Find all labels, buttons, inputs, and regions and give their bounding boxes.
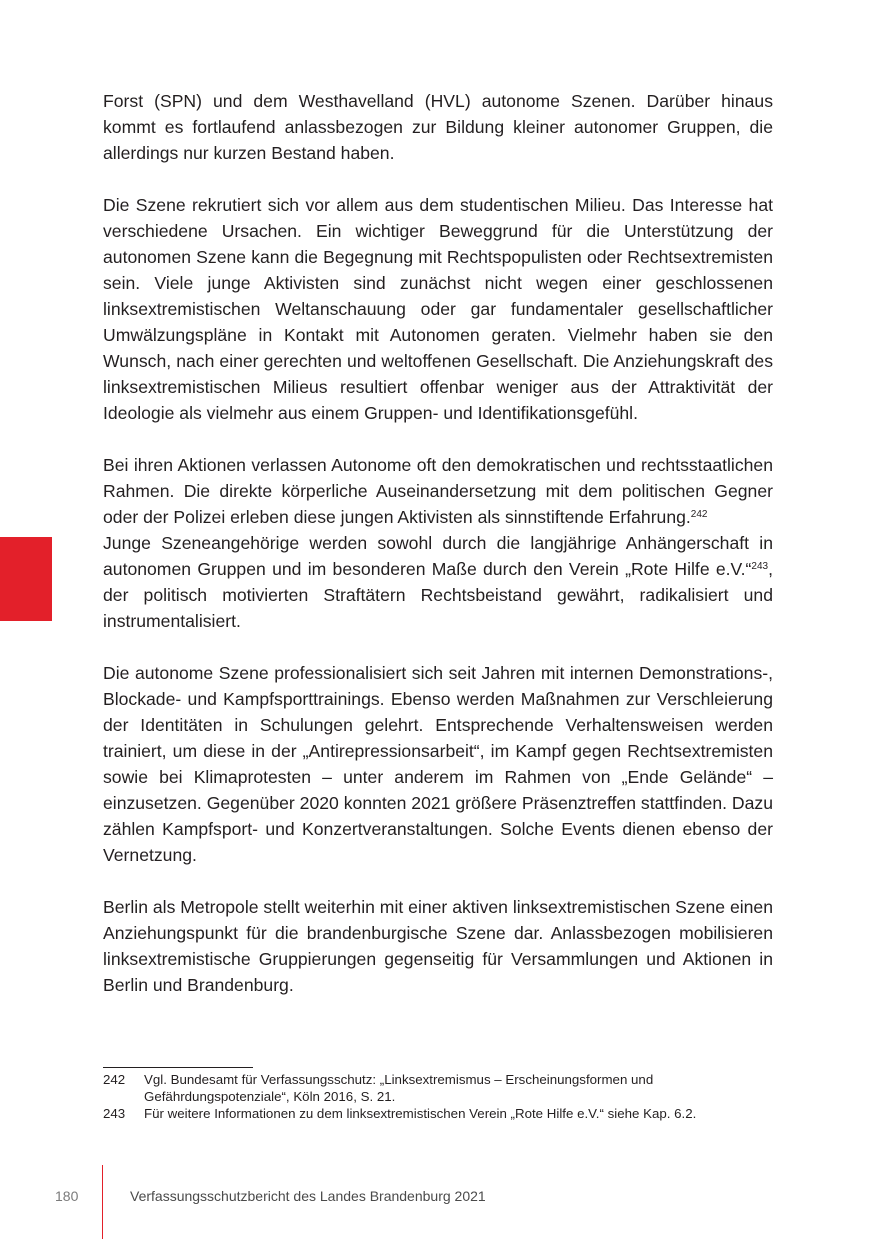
red-side-marker — [0, 537, 52, 621]
main-text — [103, 88, 773, 998]
footer-divider — [102, 1165, 103, 1239]
paragraph-actions-text: Bei ihren Aktionen verlassen Autonome oft den demokratischen und rechtsstaatlichen Rahmen. Die direkte körperliche Auseinandersetzung mit dem politischen Gegner oder der Polizei erleben diese jungen Aktivisten als sinnstiftende Erfahrung. — [103, 455, 773, 527]
paragraph-young-members — [103, 530, 773, 634]
paragraph-recruitment: Die Szene rekrutiert sich vor allem aus dem studentischen Milieu. Das Interesse hat verschiedene Ursachen. Ein wichtiger Beweggrund für die Unterstützung der autonomen Szene kann die Begegnung mit Rechtspopulisten oder Rechtsextremisten sein. Viele junge Aktivisten sind zunächst nicht wegen einer geschlossenen linksextremistischen Weltanschauung oder gar fundamentaler gesellschaftlicher Umwälzungspläne in Kontakt mit Autonomen geraten. Vielmehr haben sie den Wunsch, nach einer gerechten und weltoffenen Gesellschaft. Die Anziehungskraft des linksextremistischen Milieus resultiert offenbar weniger aus der Attraktivität der Ideologie als vielmehr aus einem Gruppen- und Identifikationsgefühl. — [103, 195, 773, 423]
paragraph-actions — [103, 452, 773, 530]
paragraph-young-members-text-before: Junge Szeneangehörige werden sowohl durch die langjährige Anhängerschaft in autonomen Gruppen und im besonderen Maße durch den Verein „Rote Hilfe e.V.“ — [103, 533, 773, 579]
page-number: 180 — [55, 1188, 79, 1204]
footnote-separator — [103, 1067, 253, 1068]
footnote-text: Vgl. Bundesamt für Verfassungsschutz: „Linksextremismus – Erscheinungsformen und Gefährdungspotenziale“, Köln 2016, S. 21. — [144, 1072, 654, 1104]
footnote-item — [103, 1071, 773, 1105]
paragraph-young-members-text-after: , der politisch motivierten Straftätern Rechtsbeistand gewährt, radikalisiert und instrumentalisiert. — [103, 559, 773, 631]
footnote-text: Für weitere Informationen zu dem linksextremistischen Verein „Rote Hilfe e.V.“ siehe Kap. 6.2. — [144, 1106, 697, 1121]
footnote-ref-243: 243 — [751, 561, 769, 572]
footnote-item — [103, 1105, 773, 1122]
footer-title: Verfassungsschutzbericht des Landes Brandenburg 2021 — [130, 1188, 486, 1204]
footnote-number: 242 — [103, 1072, 126, 1087]
footnote-number: 243 — [103, 1106, 126, 1121]
paragraph-berlin: Berlin als Metropole stellt weiterhin mit einer aktiven linksextremistischen Szene einen Anziehungspunkt für die brandenburgische Szene dar. Anlassbezogen mobilisieren linksextremistische Gruppierungen gegenseitig für Versammlungen und Aktionen in Berlin und Brandenburg. — [103, 897, 773, 995]
paragraph-professionalization: Die autonome Szene professionalisiert sich seit Jahren mit internen Demonstrations-, Blockade- und Kampfsporttrainings. Ebenso werden Maßnahmen zur Verschleierung der Identitäten in Schulungen gelehrt. Entsprechende Verhaltensweisen werden trainiert, um diese in der „Antirepressionsarbeit“, im Kampf gegen Rechtsextremisten sowie bei Klimaprotesten – unter anderem im Rahmen von „Ende Gelände“ – einzusetzen. Gegenüber 2020 konnten 2021 größere Präsenztreffen stattfinden. Dazu zählen Kampfsport- und Konzertveranstaltungen. Solche Events dienen ebenso der Vernetzung. — [103, 663, 773, 865]
paragraph-forst: Forst (SPN) und dem Westhavelland (HVL) autonome Szenen. Darüber hinaus kommt es fortlaufend anlassbezogen zur Bildung kleiner autonomer Gruppen, die allerdings nur kurzen Bestand haben. — [103, 91, 773, 163]
footnote-ref-242: 242 — [690, 509, 708, 520]
footnotes — [103, 1071, 773, 1122]
